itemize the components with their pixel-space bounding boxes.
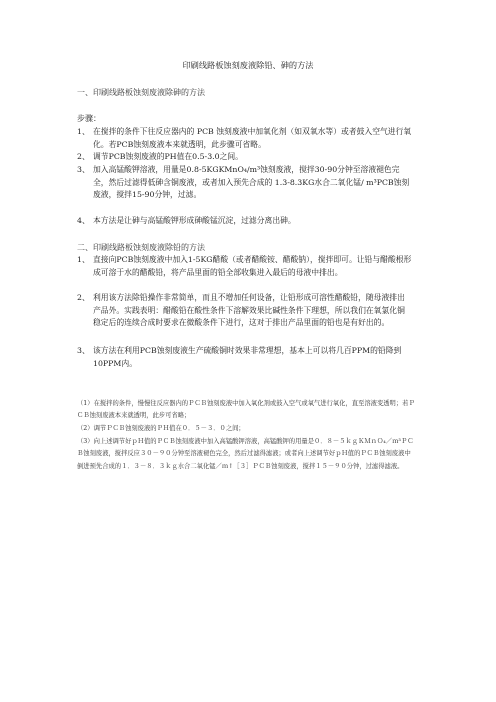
list-item-text: 在搅拌的条件下往反应器内的 PCB 蚀刻废液中加氧化剂（如双氧水等）或者鼓入空气进行氧化。若PCB蚀刻废液本来就透明，此步骤可省略。 bbox=[93, 127, 412, 149]
list-item bbox=[77, 215, 412, 228]
list-item-text: 加入高锰酸钾溶液，用量是0.8-5KGKMnO₄/m³蚀刻废液，搅拌30-90分钟至溶液褪色完全，然后过滤得低砷含铜废液，或者加入预先合成的 1.3-8.3KG水合二氧化锰/ m³PCB蚀刻废液，搅拌15-90分钟，过滤。 bbox=[93, 165, 410, 200]
note-paragraph: （1）在搅拌的条件，慢慢往反应器内的ＰＣＢ蚀刻废液中加入氧化剂或鼓入空气或氧气进行氧化，直至溶液变透明；若ＰＣＢ蚀刻废液本来就透明，此步可省略； bbox=[77, 400, 415, 420]
list-item-text: 调节PCB蚀刻废液的PH值在0.5-3.0之间。 bbox=[93, 152, 243, 161]
note-paragraph: （2）调节ＰＣＢ蚀刻废液的ＰＨ值在０．５－３．０之间； bbox=[77, 425, 245, 432]
note-paragraph: （3）向上述调节好ｐＨ值的ＰＣＢ蚀刻废液中加入高锰酸钾溶液，高锰酸钾的用量是０．８－５ｋｇＫＭｎＯ₄／ｍ³ＰＣＢ蚀刻废液，搅拌反应３０－９０分钟至溶液褪色完全，然后过滤得滤液；或者向上述调节好ｐＨ值的ＰＣＢ蚀刻废液中倒进预先合成的１．３－８．３ｋｇ水合二氧化锰／ｍ↑［３］ＰＣＢ蚀刻废液，搅拌１５－９０分钟，过滤得滤液。 bbox=[77, 438, 414, 470]
list-item bbox=[77, 164, 412, 202]
section-heading-lead: 二、印刷线路板蚀刻废液除铅的方法 bbox=[77, 243, 205, 252]
list-item bbox=[77, 292, 412, 330]
document-title: 印刷线路板蚀刻废液除铅、砷的方法 bbox=[182, 60, 314, 70]
list-item-number: 2、 bbox=[77, 293, 90, 302]
list-item bbox=[77, 254, 412, 279]
list-item-text: 本方法是让砷与高锰酸钾形成砷酸锰沉淀，过滤分离出砷。 bbox=[93, 216, 296, 225]
list-item bbox=[77, 126, 412, 151]
list-item-text: 直接向PCB蚀刻废液中加入1-5KG醋酸（或者醋酸铵、醋酸钠），搅拌即可。让铅与醋酸根形成可溶于水的醋酸铅，将产品里面的铅全部收集进入最后的母液中排出。 bbox=[93, 255, 412, 277]
list-item-text: 利用该方法除铅操作非常简单，而且不增加任何设备，让铅形成可溶性醋酸铅，随母液排出产品外。实践表明：醋酸铅在酸性条件下溶解效果比碱性条件下理想，所以我们在氧氯化铜稳定后的连续合成时要求在微酸条件下进行，这对于排出产品里面的铅也是有好出的。 bbox=[93, 293, 405, 328]
list-item bbox=[77, 345, 412, 370]
list-item-number: 3、 bbox=[77, 165, 90, 174]
list-item-number: 1、 bbox=[77, 127, 90, 136]
steps-label: 步骤： bbox=[77, 114, 101, 123]
list-item-number: 2、 bbox=[77, 152, 90, 161]
list-item bbox=[77, 151, 412, 164]
section-heading-arsenic: 一、印刷线路板蚀刻废液除砷的方法 bbox=[77, 88, 205, 97]
list-item-number: 1、 bbox=[77, 255, 90, 264]
list-item-number: 4、 bbox=[77, 216, 90, 225]
list-item-number: 3、 bbox=[77, 346, 90, 355]
list-item-text: 该方法在利用PCB蚀刻废液生产硫酸铜时效果非常理想，基本上可以将几百PPM的铅降到10PPM内。 bbox=[93, 346, 402, 368]
